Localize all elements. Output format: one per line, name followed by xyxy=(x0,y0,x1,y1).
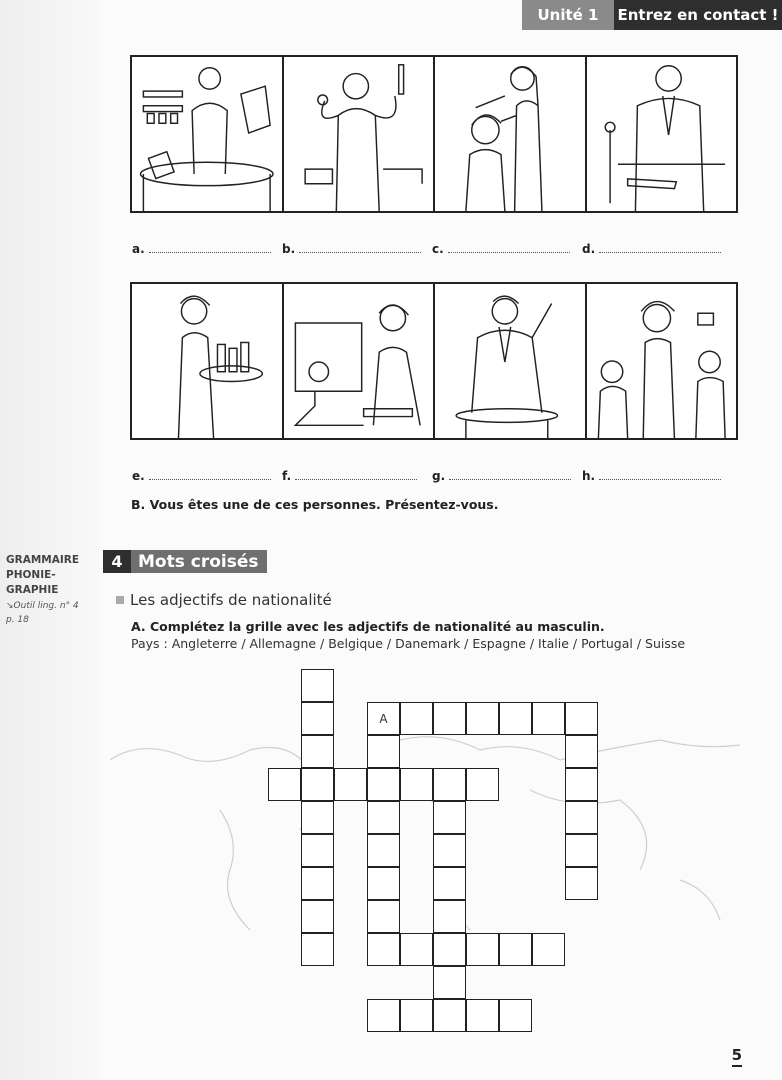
unit-label: Unité 1 xyxy=(522,0,614,30)
illustrations-row-bottom xyxy=(130,282,738,440)
answer-blank[interactable] xyxy=(295,469,417,480)
answer-label: a. xyxy=(132,242,145,256)
answer-blank[interactable] xyxy=(299,242,421,253)
pharmacist-illustration-icon xyxy=(132,57,284,211)
answer-h[interactable] xyxy=(582,469,732,483)
crossword-cell[interactable] xyxy=(433,768,466,801)
crossword-cell[interactable] xyxy=(367,834,400,867)
answer-a[interactable] xyxy=(132,242,282,256)
arrow-icon: ↘ xyxy=(6,601,14,611)
answer-e[interactable] xyxy=(132,469,282,483)
celebrity-illustration-icon xyxy=(587,284,737,438)
crossword-cell[interactable] xyxy=(367,801,400,834)
illustrations-row-top xyxy=(130,55,738,213)
unit-title: Entrez en contact ! xyxy=(614,0,782,30)
answer-blank[interactable] xyxy=(149,469,271,480)
world-map-background xyxy=(100,700,760,960)
answer-label: c. xyxy=(432,242,444,256)
crossword-cell[interactable] xyxy=(433,933,466,966)
square-bullet-icon xyxy=(116,596,124,604)
computer-worker-illustration-icon xyxy=(284,284,436,438)
answer-blank[interactable] xyxy=(599,469,721,480)
crossword-cell[interactable] xyxy=(565,801,598,834)
answer-row-top xyxy=(132,242,732,256)
crossword-cell[interactable] xyxy=(532,933,565,966)
crossword-cell[interactable] xyxy=(301,702,334,735)
tag-graphie: GRAPHIE xyxy=(6,584,59,596)
crossword-cell[interactable] xyxy=(466,768,499,801)
answer-blank[interactable] xyxy=(449,469,571,480)
countries-list: Pays : Angleterre / Allemagne / Belgique / Danemark / Espagne / Italie / Portugal / Suisse xyxy=(131,636,686,651)
crossword-cell[interactable] xyxy=(367,933,400,966)
crossword-cell[interactable] xyxy=(367,999,400,1032)
crossword-cell[interactable] xyxy=(499,999,532,1032)
crossword-cell[interactable] xyxy=(499,702,532,735)
answer-label: d. xyxy=(582,242,596,256)
answer-label: f. xyxy=(282,469,292,483)
instruction-a: A. Complétez la grille avec les adjectifs de nationalité au masculin. xyxy=(131,619,605,634)
crossword-cell[interactable] xyxy=(301,768,334,801)
crossword-cell[interactable] xyxy=(301,669,334,702)
doctor-illustration-icon xyxy=(284,57,436,211)
reference-page: p. 18 xyxy=(6,615,29,625)
crossword-cell[interactable] xyxy=(334,768,367,801)
crossword-cell[interactable] xyxy=(433,867,466,900)
instruction-b: B. Vous êtes une de ces personnes. Présentez-vous. xyxy=(131,497,499,512)
tag-phonie: PHONIE- xyxy=(6,569,56,581)
crossword-cell[interactable] xyxy=(565,867,598,900)
crossword-cell[interactable] xyxy=(367,768,400,801)
crossword-cell[interactable] xyxy=(268,768,301,801)
subheading-text: Les adjectifs de nationalité xyxy=(130,591,332,609)
crossword-cell[interactable] xyxy=(466,999,499,1032)
crossword-cell[interactable] xyxy=(433,702,466,735)
hairdresser-illustration-icon xyxy=(435,57,587,211)
tag-grammaire: GRAMMAIRE xyxy=(6,554,80,566)
answer-f[interactable] xyxy=(282,469,432,483)
answer-label: g. xyxy=(432,469,446,483)
crossword-cell[interactable] xyxy=(400,768,433,801)
section-number: 4 xyxy=(103,550,131,573)
side-tags xyxy=(6,553,79,626)
answer-g[interactable] xyxy=(432,469,582,483)
crossword-cell[interactable] xyxy=(400,999,433,1032)
answer-blank[interactable] xyxy=(149,242,271,253)
judge-illustration-icon xyxy=(435,284,587,438)
crossword-cell[interactable] xyxy=(301,735,334,768)
crossword-cell[interactable] xyxy=(367,867,400,900)
crossword-cell[interactable] xyxy=(433,801,466,834)
answer-row-bottom xyxy=(132,469,732,483)
crossword-cell[interactable] xyxy=(301,834,334,867)
crossword-cell[interactable] xyxy=(565,768,598,801)
section-title: Mots croisés xyxy=(131,550,267,573)
crossword-cell[interactable] xyxy=(466,933,499,966)
answer-b[interactable] xyxy=(282,242,432,256)
crossword-cell[interactable] xyxy=(532,702,565,735)
answer-blank[interactable] xyxy=(448,242,570,253)
crossword-cell[interactable] xyxy=(433,900,466,933)
header-bar xyxy=(522,0,782,30)
page-number: 5 xyxy=(732,1046,742,1067)
crossword-cell[interactable] xyxy=(565,702,598,735)
section-header xyxy=(103,550,267,573)
subheading xyxy=(116,591,332,609)
crossword-cell[interactable] xyxy=(565,834,598,867)
presenter-illustration-icon xyxy=(587,57,737,211)
crossword-cell[interactable] xyxy=(301,933,334,966)
crossword-cell[interactable] xyxy=(301,900,334,933)
answer-label: h. xyxy=(582,469,596,483)
crossword-cell[interactable] xyxy=(433,999,466,1032)
answer-d[interactable] xyxy=(582,242,732,256)
page-margin-shade xyxy=(0,0,100,1080)
crossword-cell[interactable] xyxy=(433,834,466,867)
crossword-cell[interactable] xyxy=(499,933,532,966)
crossword-cell[interactable] xyxy=(400,933,433,966)
crossword-cell[interactable] xyxy=(400,702,433,735)
crossword-cell[interactable] xyxy=(433,966,466,999)
waitress-illustration-icon xyxy=(132,284,284,438)
crossword-cell[interactable] xyxy=(301,867,334,900)
crossword-cell[interactable]: A xyxy=(367,702,400,735)
crossword-cell[interactable] xyxy=(301,801,334,834)
crossword-cell[interactable] xyxy=(367,900,400,933)
crossword-cell[interactable] xyxy=(565,735,598,768)
crossword-cell[interactable] xyxy=(367,735,400,768)
answer-c[interactable] xyxy=(432,242,582,256)
answer-blank[interactable] xyxy=(599,242,721,253)
answer-label: b. xyxy=(282,242,296,256)
reference-link[interactable]: ↘Outil ling. n° 4 xyxy=(6,601,79,611)
crossword-cell[interactable] xyxy=(466,702,499,735)
answer-label: e. xyxy=(132,469,145,483)
